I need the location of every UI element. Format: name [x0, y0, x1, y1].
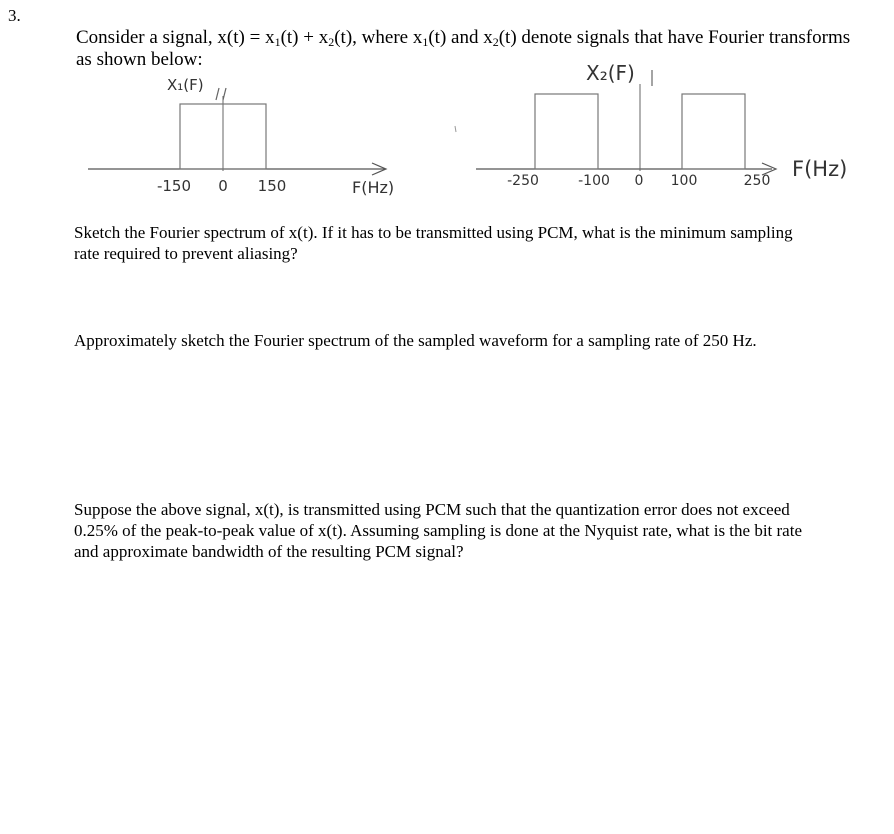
- statement-part: (t) denote signals that have Fourier transforms as shown below:: [76, 27, 851, 70]
- problem-number: 3.: [8, 6, 21, 25]
- x2-spectrum-plot: [455, 61, 847, 189]
- x1-axis-tick-mark: [216, 88, 219, 100]
- x2-tick-label: 0: [634, 173, 644, 189]
- question-3: Suppose the above signal, x(t), is transmitted using PCM such that the quantization error does not exceed 0.25% of the peak-to-peak value of x(t). Assuming sampling is done at the Nyquist rate, what is the bit rate and approximate bandwidth of the resulting PCM signal?: [74, 500, 802, 561]
- x1-tick-label: 0: [218, 177, 228, 195]
- subscript: 1: [274, 35, 281, 49]
- spectrum-figure: [0, 0, 894, 210]
- x1-tick-label: -150: [156, 177, 192, 195]
- x2-tick-label: 100: [670, 173, 698, 189]
- stray-mark: [455, 126, 456, 132]
- x2-spectrum-rectangle: [535, 94, 598, 169]
- statement-part: (t) and x: [428, 27, 493, 48]
- statement-part: Consider a signal, x(t) = x: [76, 27, 275, 48]
- x2-tick-label: -250: [507, 173, 539, 189]
- x1-ylabel: X₁(F): [167, 76, 204, 94]
- x1-tick-label: 150: [257, 177, 287, 195]
- x2-ylabel: X₂(F): [586, 61, 635, 85]
- subscript: 2: [328, 35, 335, 49]
- subscript: 2: [492, 35, 499, 49]
- x2-xlabel: F(Hz): [792, 157, 848, 181]
- question-1: Sketch the Fourier spectrum of x(t). If it has to be transmitted using PCM, what is the minimum sampling rate required to prevent aliasing?: [74, 223, 793, 263]
- x1-axis-tick-mark: [223, 88, 226, 100]
- x2-spectrum-rectangle: [682, 94, 745, 169]
- question-2: Approximately sketch the Fourier spectrum of the sampled waveform for a sampling rate of 250 Hz.: [74, 331, 757, 350]
- x2-tick-label: 250: [743, 173, 771, 189]
- x1-xlabel: F(Hz): [352, 178, 395, 197]
- statement-part: (t) + x: [280, 27, 329, 48]
- subscript: 1: [422, 35, 429, 49]
- x1-spectrum-plot: [88, 76, 394, 197]
- x2-tick-label: -100: [578, 173, 610, 189]
- statement-part: (t), where x: [334, 27, 423, 48]
